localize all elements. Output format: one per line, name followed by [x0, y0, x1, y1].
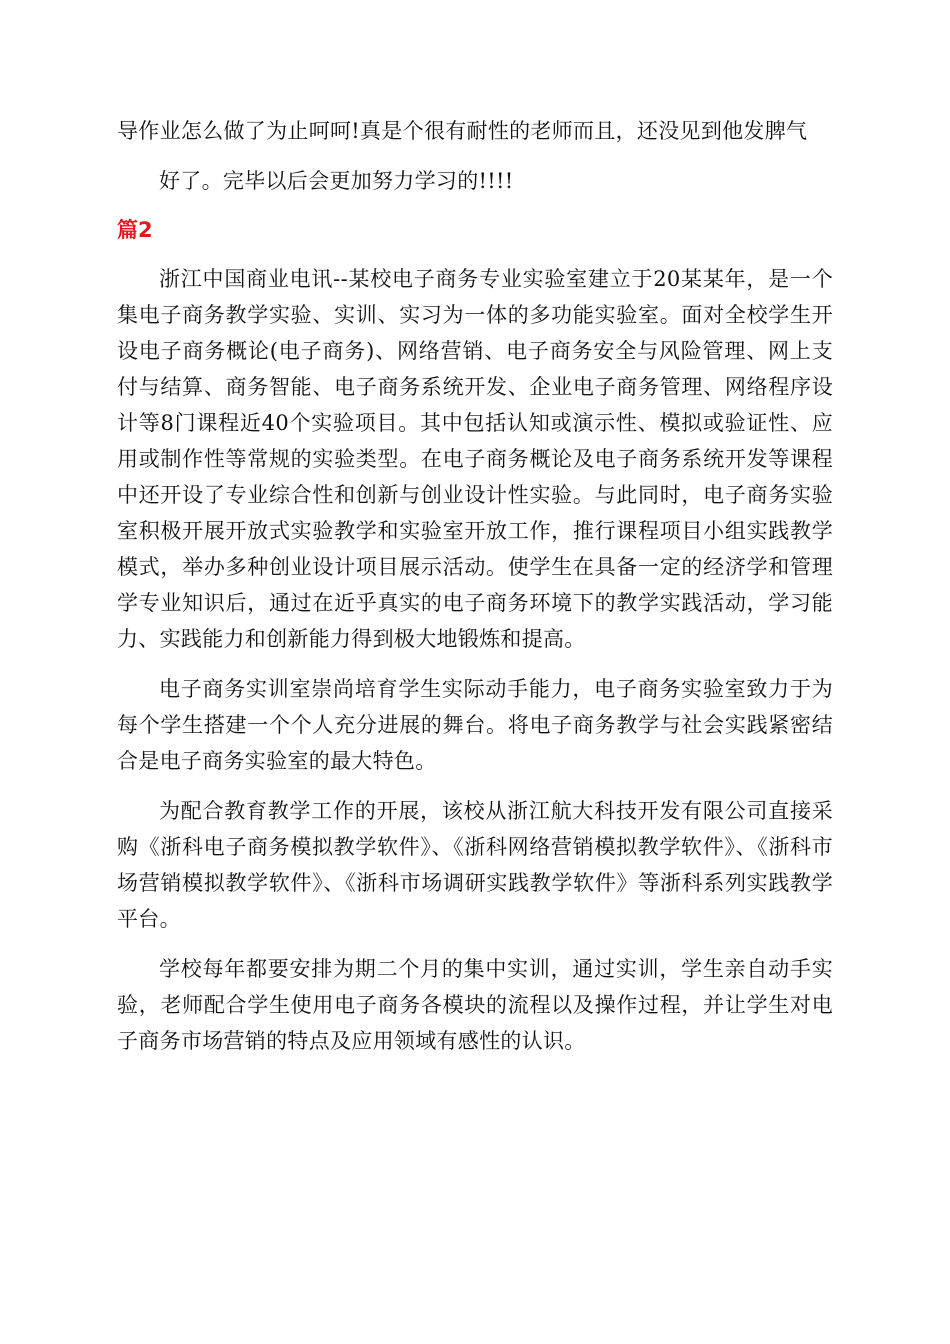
continuation-paragraph: 导作业怎么做了为止呵呵!真是个很有耐性的老师而且，还没见到他发脾气: [117, 119, 808, 143]
paragraph-software-purchase: 为配合教育教学工作的开展，该校从浙江航大科技开发有限公司直接采购《浙科电子商务模拟教学软件》、《浙科网络营销模拟教学软件》、《浙科市场营销模拟教学软件》、《浙科市场调研实践教学软件》等浙科系列实践教学平台。: [117, 799, 833, 931]
section-heading: 篇2: [117, 218, 153, 242]
document-body: [117, 113, 833, 1059]
closing-paragraph: 好了。完毕以后会更加努力学习的!!!!: [159, 169, 514, 193]
paragraph-lab-intro: 浙江中国商业电讯--某校电子商务专业实验室建立于20某某年，是一个集电子商务教学实验、实训、实习为一体的多功能实验室。面对全校学生开设电子商务概论(电子商务)、网络营销、电子商务安全与风险管理、网上支付与结算、商务智能、电子商务系统开发、企业电子商务管理、网络程序设计等8门课程近40个实验项目。其中包括认知或演示性、模拟或验证性、应用或制作性等常规的实验类型。在电子商务概论及电子商务系统开发等课程中还开设了专业综合性和创新与创业设计性实验。与此同时，电子商务实验室积极开展开放式实验教学和实验室开放工作，推行课程项目小组实践教学模式，举办多种创业设计项目展示活动。使学生在具备一定的经济学和管理学专业知识后，通过在近乎真实的电子商务环境下的教学实践活动，学习能力、实践能力和创新能力得到极大地锻炼和提高。: [117, 267, 833, 651]
paragraph-lab-feature: 电子商务实训室崇尚培育学生实际动手能力，电子商务实验室致力于为每个学生搭建一个个人充分进展的舞台。将电子商务教学与社会实践紧密结合是电子商务实验室的最大特色。: [117, 677, 833, 773]
paragraph-annual-training: 学校每年都要安排为期二个月的集中实训，通过实训，学生亲自动手实验，老师配合学生使用电子商务各模块的流程以及操作过程，并让学生对电子商务市场营销的特点及应用领域有感性的认识。: [117, 957, 833, 1053]
